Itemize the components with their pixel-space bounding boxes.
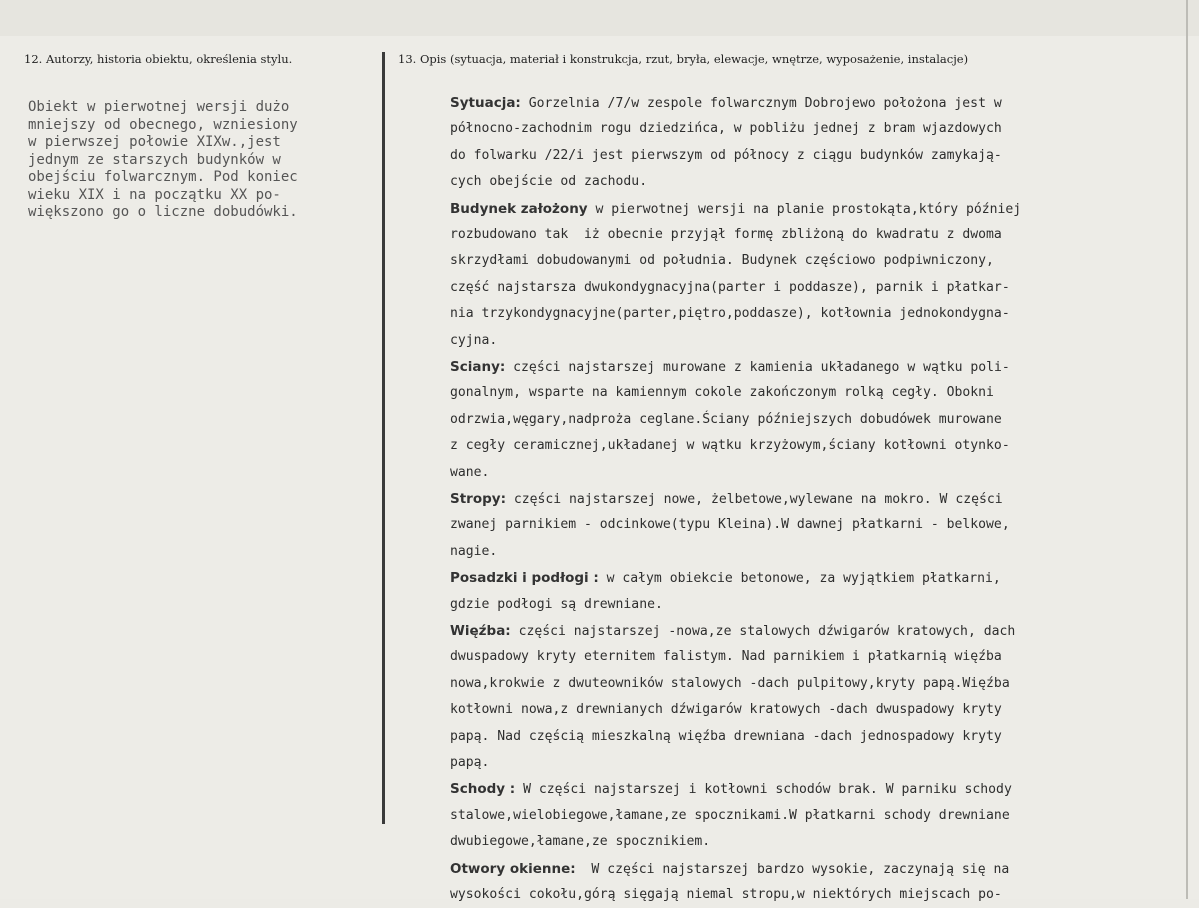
scan-top-strip — [0, 0, 1199, 36]
description-line — [450, 116, 1002, 142]
line-text: gonalnym, wsparte na kamiennym cokole zakończonym rolką cegły. Obokni — [450, 385, 994, 401]
line-text: stalowe,wielobiegowe,łamane,ze spocznikami.W płatkarni schody drewniane — [450, 807, 1010, 823]
line-text: kotłowni nowa,z drewnianych dźwigarów kratowych -dach dwuspadowy kryty — [450, 702, 1002, 718]
section-label: Posadzki i podłogi : — [450, 570, 599, 587]
line-text: papą. Nad częścią mieszkalną więźba drewniana -dach jednospadowy kryty — [450, 728, 1002, 744]
line-text: z cegły ceramicznej,układanej w wątku krzyżowym,ściany kotłowni otynko- — [450, 438, 1010, 454]
description-line — [450, 829, 710, 855]
description-line — [450, 380, 994, 406]
line-text: cyjna. — [450, 332, 498, 348]
description-line — [450, 697, 1002, 723]
line-text: odrzwia,węgary,nadproża ceglane.Ściany późniejszych dobudówek murowane — [450, 411, 1002, 427]
section-label: Stropy: — [450, 491, 506, 507]
description-line — [450, 169, 647, 195]
line-text: nia trzykondygnacyjne(parter,piętro,poddasze), kotłownia jednokondygna- — [450, 306, 1010, 322]
line-text: rozbudowano tak iż obecnie przyjął formę zbliżoną do kwadratu z dwoma — [450, 227, 1002, 242]
description-line — [450, 248, 994, 274]
description-line — [450, 143, 1002, 169]
description-line — [450, 328, 497, 354]
line-text: dwubiegowe,łamane,ze spocznikiem. — [450, 834, 711, 850]
line-text: cych obejście od zachodu. — [450, 174, 648, 190]
line-text: Gorzelnia /7/w zespole folwarcznym Dobrojewo położona jest w — [520, 96, 1002, 111]
description-line — [450, 433, 1010, 459]
section-label: Schody : — [450, 781, 516, 798]
description-line — [450, 882, 1002, 908]
line-text: w całym obiekcie betonowe, za wyjątkiem płatkarni, — [598, 571, 1001, 587]
section-label: Budynek założony — [450, 200, 588, 217]
section-label: Otwory okienne: — [450, 860, 576, 877]
line-text: części najstarszej nowe, żelbetowe,wylewane na mokro. W części — [505, 492, 1003, 507]
line-text: W części najstarszej bardzo wysokie, zaczynają się na — [575, 861, 1010, 877]
description-line — [450, 618, 1015, 644]
page-edge — [1186, 0, 1188, 899]
line-text: w pierwotnej wersji na planie prostokąta,który później — [587, 201, 1022, 217]
line-text: wane. — [450, 464, 490, 480]
description-line — [450, 486, 1003, 512]
description-line — [450, 275, 1010, 301]
history-text: Obiekt w pierwotnej wersji dużo mniejszy od obecnego, wzniesiony w pierwszej połowie XIXw.,jest jednym ze starszych budynków w obejściu folwarcznym. Pod koniec wieku XIX i na początku XX po- większono go o liczne dobudówki. — [28, 99, 298, 220]
line-text: części najstarszej -nowa,ze stalowych dźwigarów kratowych, dach — [510, 624, 1016, 639]
description-line — [450, 301, 1010, 327]
line-text: wysokości cokołu,górą sięgają niemal stropu,w niektórych miejscach po- — [450, 887, 1002, 902]
line-text: północno-zachodnim rogu dziedzińca, w pobliżu jednej z bram wjazdowych — [450, 121, 1002, 137]
column-divider — [382, 52, 385, 824]
description-line — [450, 354, 1010, 380]
description-line — [450, 196, 1021, 222]
description-line — [450, 856, 1009, 882]
description-line — [450, 90, 1002, 116]
line-text: nagie. — [450, 543, 498, 559]
line-text: części najstarszej murowane z kamienia układanego w wątku poli- — [505, 360, 1010, 375]
line-text: nowa,krokwie z dwuteowników stalowych -dach pulpitowy,kryty papą.Więźba — [450, 675, 1010, 691]
description-line — [450, 671, 1010, 697]
description-line — [450, 776, 1012, 802]
section-13-header: 13. Opis (sytuacja, materiał i konstrukcja, rzut, bryła, elewacje, wnętrze, wyposażenie, instalacje) — [398, 52, 969, 66]
section-label: Sciany: — [450, 359, 506, 375]
section-label: Więźba: — [450, 623, 511, 639]
description-line — [450, 724, 1002, 750]
description-line — [450, 539, 497, 565]
description-line — [450, 407, 1002, 433]
line-text: zwanej parnikiem - odcinkowe(typu Kleina).W dawnej płatkarni - belkowe, — [450, 517, 1010, 533]
line-text: część najstarsza dwukondygnacyjna(parter i poddasze), parnik i płatkar- — [450, 279, 1010, 295]
description-line — [450, 512, 1010, 538]
line-text: do folwarku /22/i jest pierwszym od północy z ciągu budynków zamykają- — [450, 147, 1002, 163]
line-text: gdzie podłogi są drewniane. — [450, 596, 663, 612]
section-label: Sytuacja: — [450, 95, 521, 111]
section-12-header: 12. Autorzy, historia obiektu, określenia stylu. — [24, 52, 293, 66]
line-text: dwuspadowy kryty eternitem falistym. Nad parnikiem i płatkarnią więźba — [450, 649, 1002, 665]
description-line — [450, 222, 1002, 248]
description-line — [450, 644, 1002, 670]
description-line — [450, 592, 663, 618]
description-line — [450, 750, 489, 776]
line-text: skrzydłami dobudowanymi od południa. Budynek częściowo podpiwniczony, — [450, 253, 994, 269]
description-line — [450, 460, 489, 486]
description-line — [450, 565, 1001, 591]
line-text: W części najstarszej i kotłowni schodów brak. W parniku schody — [515, 782, 1012, 798]
line-text: papą. — [450, 755, 490, 770]
description-line — [450, 803, 1010, 829]
